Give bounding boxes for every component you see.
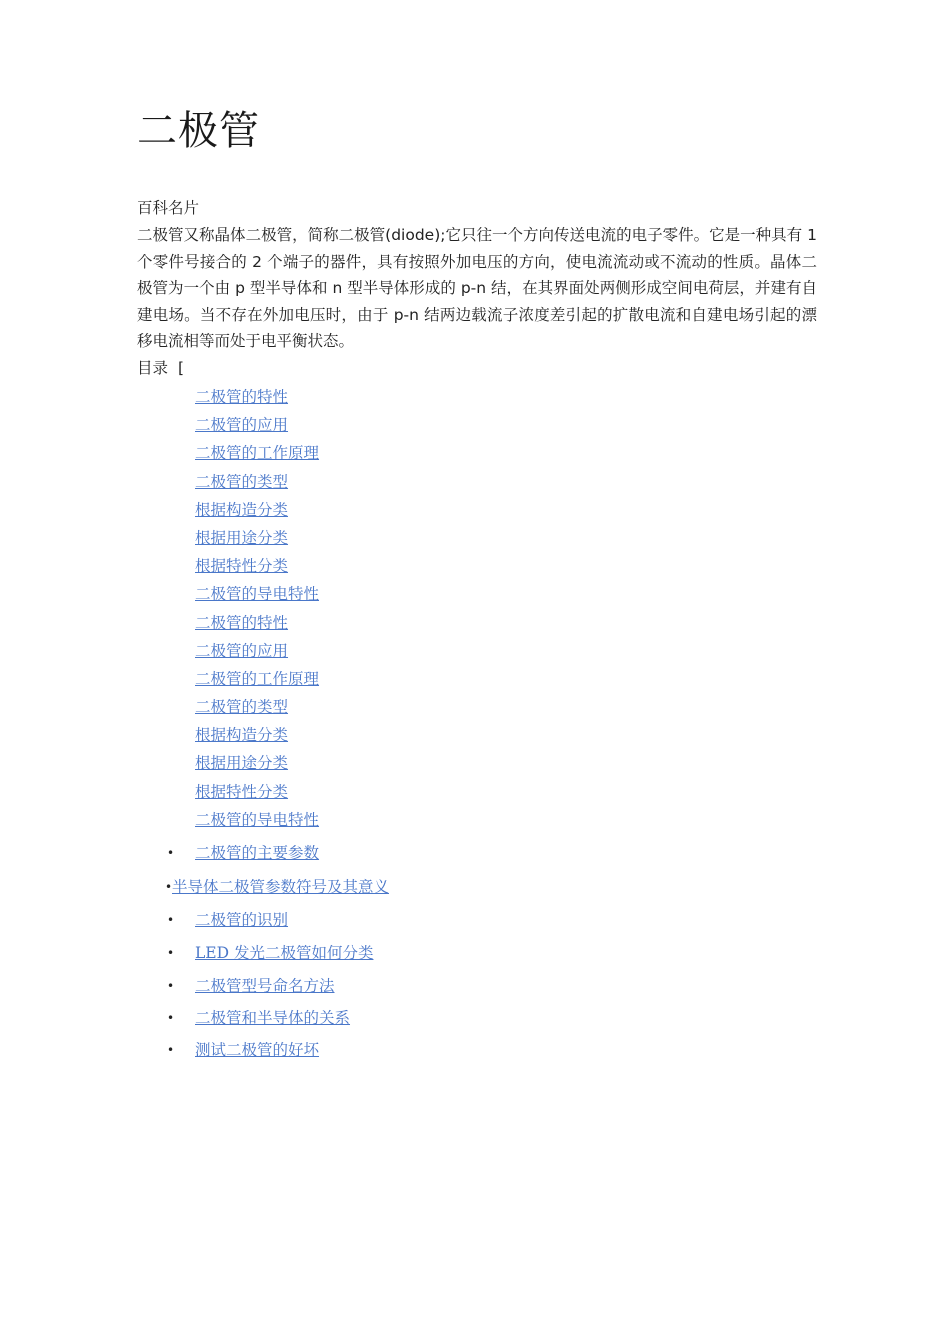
toc-link[interactable]: 二极管的类型	[195, 472, 289, 491]
toc-link[interactable]: 根据构造分类	[195, 726, 289, 745]
toc-link[interactable]: 根据用途分类	[195, 754, 289, 773]
toc-link[interactable]: 根据用途分类	[195, 528, 289, 547]
bullet-dot: •	[167, 913, 175, 927]
toc-item	[195, 611, 319, 639]
toc-link[interactable]: 根据特性分类	[195, 557, 289, 576]
toc-link[interactable]: 二极管的工作原理	[195, 669, 320, 688]
bullet-link[interactable]: 二极管和半导体的关系	[195, 1009, 351, 1027]
bullet-link[interactable]: 测试二极管的好坏	[195, 1041, 320, 1059]
toc-link[interactable]: 二极管的导电特性	[195, 810, 320, 829]
bullet-link[interactable]: LED 发光二极管如何分类	[195, 944, 374, 962]
toc-item	[195, 554, 319, 582]
toc-item	[195, 470, 319, 498]
bullet-dot: •	[167, 979, 175, 993]
toc-label: 目录	[137, 359, 169, 377]
toc-item	[195, 808, 319, 836]
intro-paragraph: 二极管又称晶体二极管，简称二极管(diode);它只往一个方向传送电流的电子零件。它是一种具有 1 个零件号接合的 2 个端子的器件，具有按照外加电压的方向，使电流流动或不流动的性质。晶体二极管为一个由 p 型半导体和 n 型半导体形成的 p-n 结，在其界面处两侧形成空间电荷层，并建有自建电场。当不存在外加电压时，由于 p-n 结两边载流子浓度差引起的扩散电流和自建电场引起的漂移电流相等而处于电平衡状态。	[137, 226, 817, 351]
toc-item	[195, 441, 319, 469]
bullet-dot: •	[167, 1011, 175, 1025]
toc-item	[195, 526, 319, 554]
toc-item	[195, 667, 319, 695]
bullet-link[interactable]: 二极管的主要参数	[195, 844, 320, 862]
toc-item	[195, 723, 319, 751]
toc-item	[195, 385, 319, 413]
toc-link[interactable]: 二极管的导电特性	[195, 585, 320, 604]
page-title: 二极管	[137, 108, 260, 154]
toc-link[interactable]: 二极管的应用	[195, 641, 289, 660]
toc-item	[195, 582, 319, 610]
toc-link[interactable]: 二极管的应用	[195, 416, 289, 435]
bullet-dot: •	[167, 1043, 175, 1057]
toc-heading	[137, 357, 184, 379]
toc-item	[195, 780, 319, 808]
toc-item	[195, 639, 319, 667]
toc-bracket: [	[178, 359, 185, 377]
card-label: 百科名片	[137, 199, 200, 217]
bullet-link[interactable]: 半导体二极管参数符号及其意义	[172, 878, 390, 896]
bullet-link[interactable]: 二极管的识别	[195, 911, 289, 929]
toc-item	[195, 413, 319, 441]
toc-link[interactable]: 二极管的工作原理	[195, 444, 320, 463]
toc-link[interactable]: 二极管的类型	[195, 698, 289, 717]
bullet-link[interactable]: 二极管型号命名方法	[195, 977, 335, 995]
bullet-dot: •	[165, 880, 173, 894]
toc-link[interactable]: 二极管的特性	[195, 388, 289, 406]
toc-item	[195, 751, 319, 779]
toc-link[interactable]: 根据构造分类	[195, 500, 289, 519]
bullet-dot: •	[167, 846, 175, 860]
toc-link[interactable]: 根据特性分类	[195, 782, 289, 801]
bullet-dot: •	[167, 946, 175, 960]
toc-link[interactable]: 二极管的特性	[195, 613, 289, 632]
toc-item	[195, 695, 319, 723]
toc-item	[195, 498, 319, 526]
toc-list	[195, 385, 319, 836]
